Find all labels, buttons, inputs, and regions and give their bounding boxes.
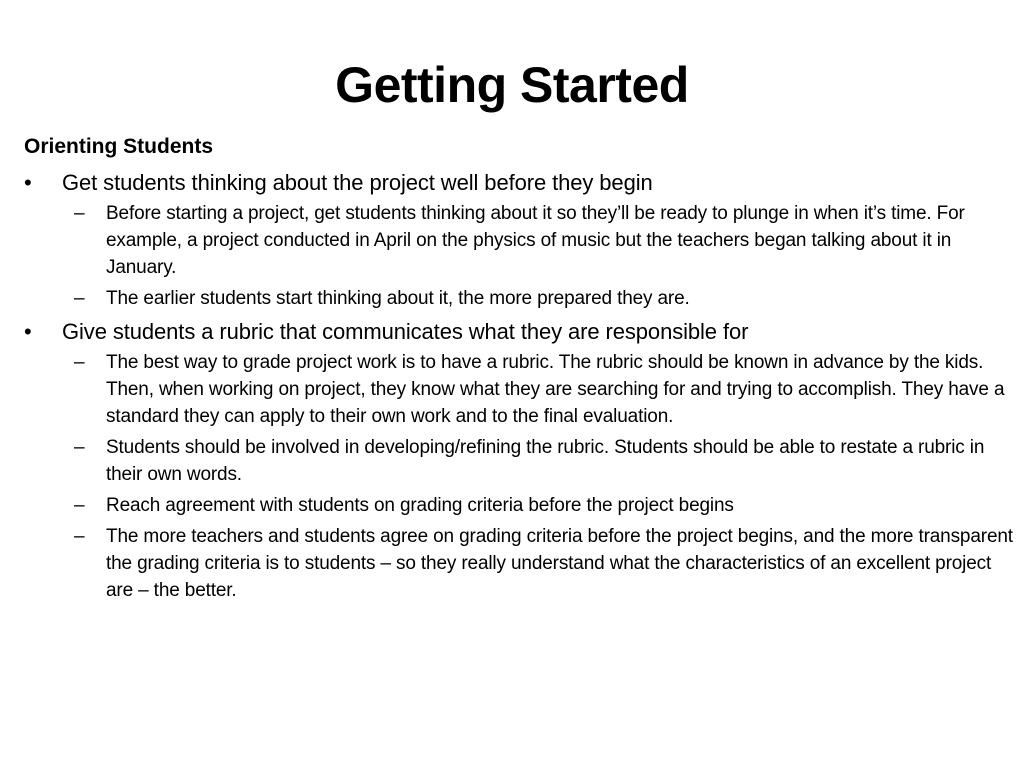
dash-marker: – [74,203,85,224]
slide-title: Getting Started [335,57,689,113]
dash-marker: – [74,288,85,309]
sub-bullet-item [24,200,1020,281]
bullet-item [24,169,1020,197]
dash-marker: – [74,495,85,516]
sub-bullet-text: The more teachers and students agree on grading criteria before the project begins, and the more transparent the grading criteria is to students – so they really understand what the characteristics of an excellent project are – the better. [106,526,1013,601]
dash-marker: – [74,437,85,458]
sub-bullet-text: Before starting a project, get students thinking about it so they’ll be ready to plunge in when it’s time. For example, a project conducted in April on the physics of music but the teachers began talking about it in January. [106,203,965,278]
section-heading: Orienting Students [24,135,213,158]
bullet-item [24,318,1020,346]
sub-bullet-item [24,523,1020,604]
dash-marker: – [74,526,85,547]
sub-bullet-item [24,285,1020,312]
bullet-marker: • [24,170,32,195]
slide-content [24,131,1020,608]
sub-bullet-item [24,349,1020,430]
sub-bullet-text: The best way to grade project work is to have a rubric. The rubric should be known in advance by the kids. Then, when working on project, they know what they are searching for and trying to accomplish. They have a standard they can apply to their own work and to the final evaluation. [106,352,1005,427]
bullet-marker: • [24,319,32,344]
bullet-text: Give students a rubric that communicates what they are responsible for [62,319,749,344]
bullet-text: Get students thinking about the project well before they begin [62,170,653,195]
sub-bullet-item [24,492,1020,519]
sub-bullet-text: Reach agreement with students on grading criteria before the project begins [106,495,734,516]
sub-bullet-text: Students should be involved in developing/refining the rubric. Students should be able to restate a rubric in their own words. [106,437,985,485]
sub-bullet-text: The earlier students start thinking about it, the more prepared they are. [106,288,690,309]
sub-bullet-item [24,434,1020,488]
dash-marker: – [74,352,85,373]
